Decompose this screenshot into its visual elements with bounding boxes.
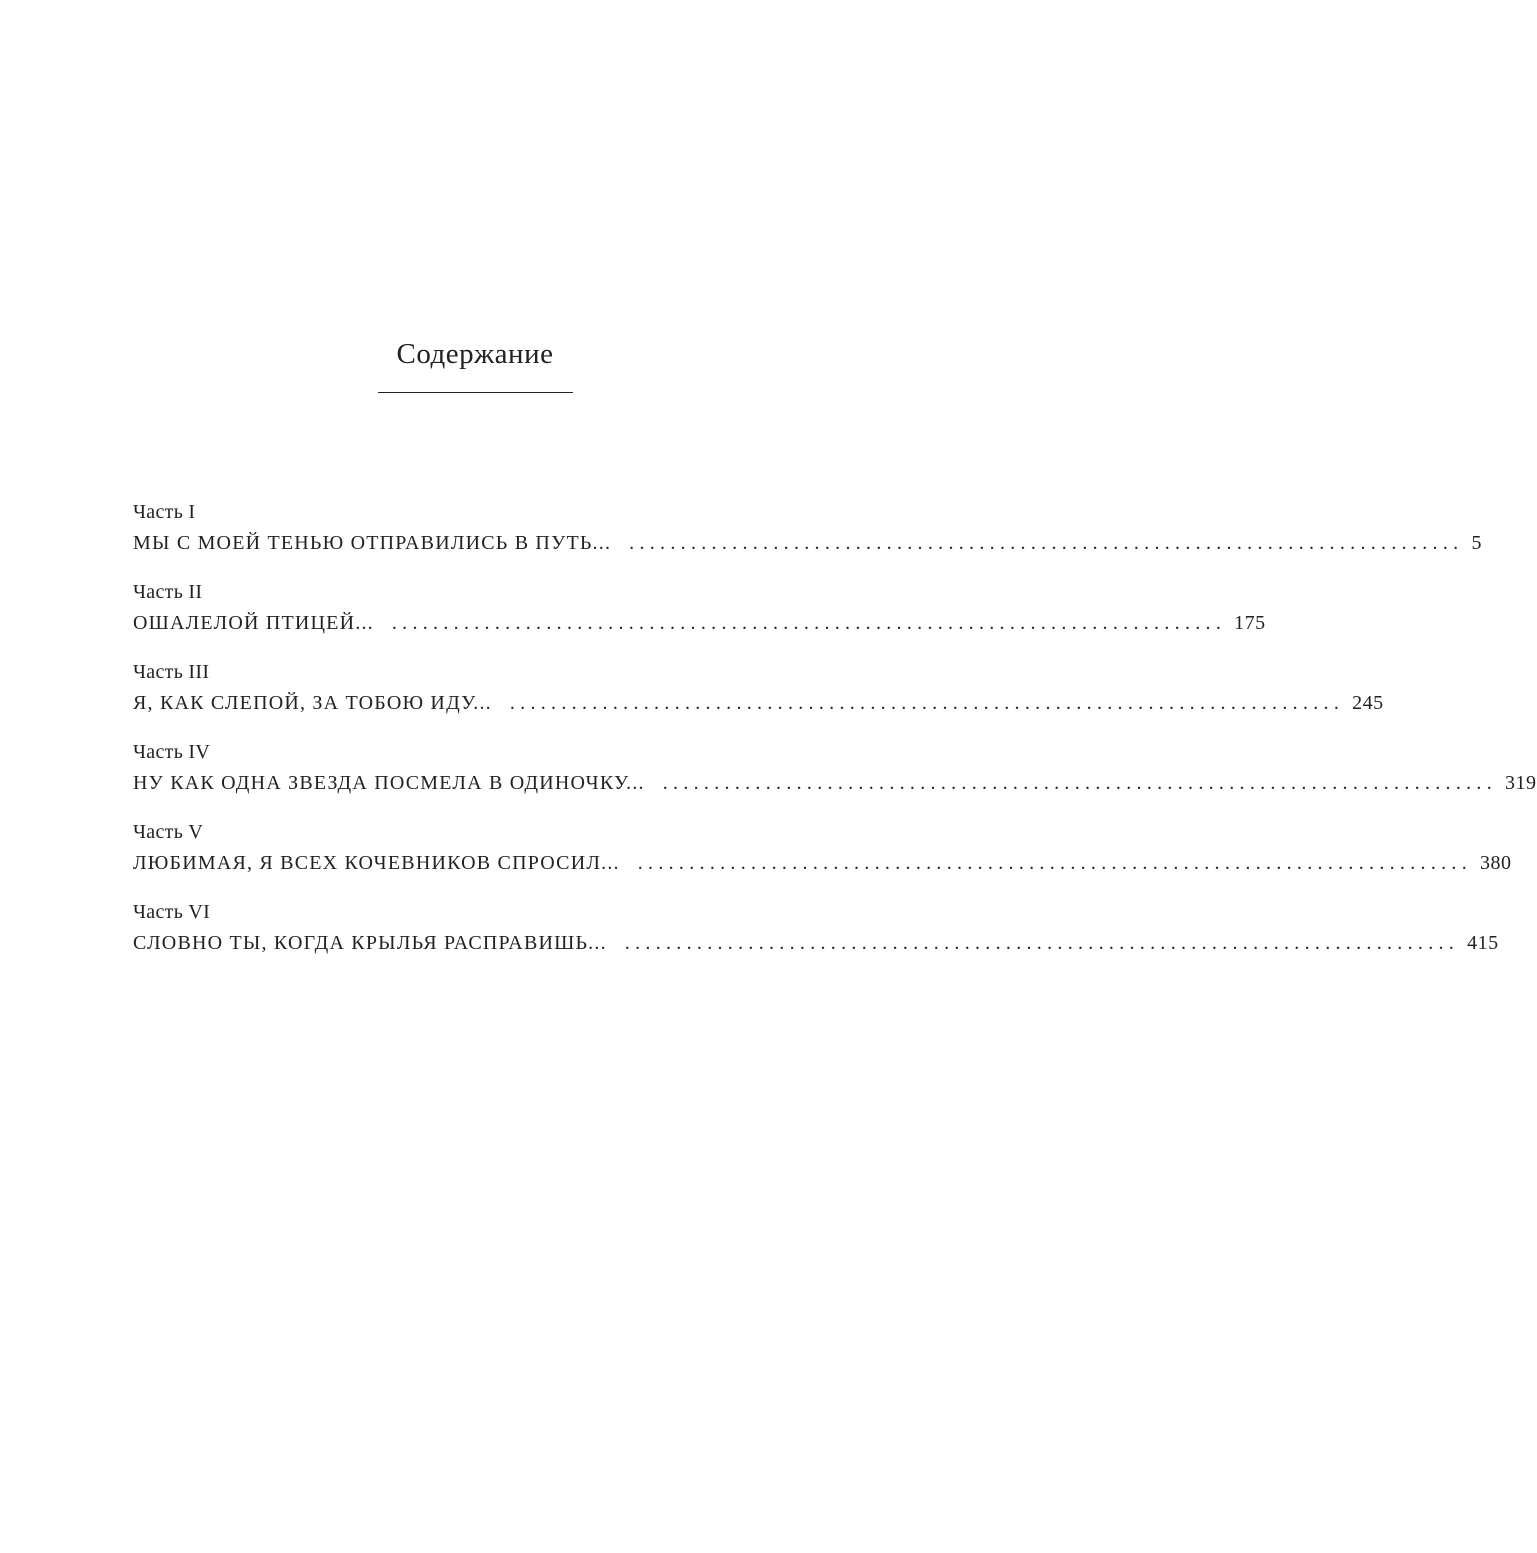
- page-title: Содержание: [396, 338, 554, 370]
- toc-page-number: 245: [1352, 692, 1384, 714]
- toc-part-label: Часть V: [133, 821, 204, 843]
- toc-chapter-title: МЫ С МОЕЙ ТЕНЬЮ ОТПРАВИЛИСЬ В ПУТЬ...: [133, 532, 612, 554]
- dot-leader: .................................................................................: [662, 772, 1498, 794]
- toc-entry: [133, 818, 1512, 898]
- toc-page-number: 5: [1471, 532, 1482, 554]
- toc-line[interactable]: [133, 526, 1482, 560]
- dot-leader: .................................................................................: [624, 932, 1460, 954]
- toc-chapter-title: НУ КАК ОДНА ЗВЕЗДА ПОСМЕЛА В ОДИНОЧКУ...: [133, 772, 645, 794]
- toc-chapter-title: ЛЮБИМАЯ, Я ВСЕХ КОЧЕВНИКОВ СПРОСИЛ...: [133, 852, 620, 874]
- toc-line[interactable]: [133, 766, 1537, 800]
- toc-line[interactable]: [133, 686, 1384, 720]
- dot-leader: .................................................................................: [629, 532, 1464, 554]
- title-divider: [378, 392, 573, 393]
- toc-chapter-title: Я, КАК СЛЕПОЙ, ЗА ТОБОЮ ИДУ...: [133, 692, 492, 714]
- dot-leader: .................................................................................: [391, 612, 1227, 634]
- table-of-contents: [133, 498, 1537, 978]
- toc-entry: [133, 898, 1499, 978]
- toc-line[interactable]: [133, 926, 1499, 960]
- toc-chapter-title: ОШАЛЕЛОЙ ПТИЦЕЙ...: [133, 612, 374, 634]
- toc-part-label: Часть I: [133, 501, 196, 523]
- toc-line[interactable]: [133, 606, 1266, 640]
- dot-leader: .................................................................................: [509, 692, 1345, 714]
- toc-chapter-title: СЛОВНО ТЫ, КОГДА КРЫЛЬЯ РАСПРАВИШЬ...: [133, 932, 607, 954]
- toc-entry: [133, 658, 1384, 738]
- toc-page-number: 380: [1480, 852, 1512, 874]
- toc-page-number: 319: [1505, 772, 1537, 794]
- dot-leader: .................................................................................: [637, 852, 1473, 874]
- toc-page-number: 175: [1234, 612, 1266, 634]
- toc-entry: [133, 738, 1537, 818]
- toc-part-label: Часть VI: [133, 901, 211, 923]
- toc-line[interactable]: [133, 846, 1512, 880]
- toc-part-label: Часть III: [133, 661, 210, 683]
- toc-entry: [133, 498, 1482, 578]
- toc-page-number: 415: [1467, 932, 1499, 954]
- toc-part-label: Часть II: [133, 581, 203, 603]
- toc-entry: [133, 578, 1266, 658]
- toc-part-label: Часть IV: [133, 741, 211, 763]
